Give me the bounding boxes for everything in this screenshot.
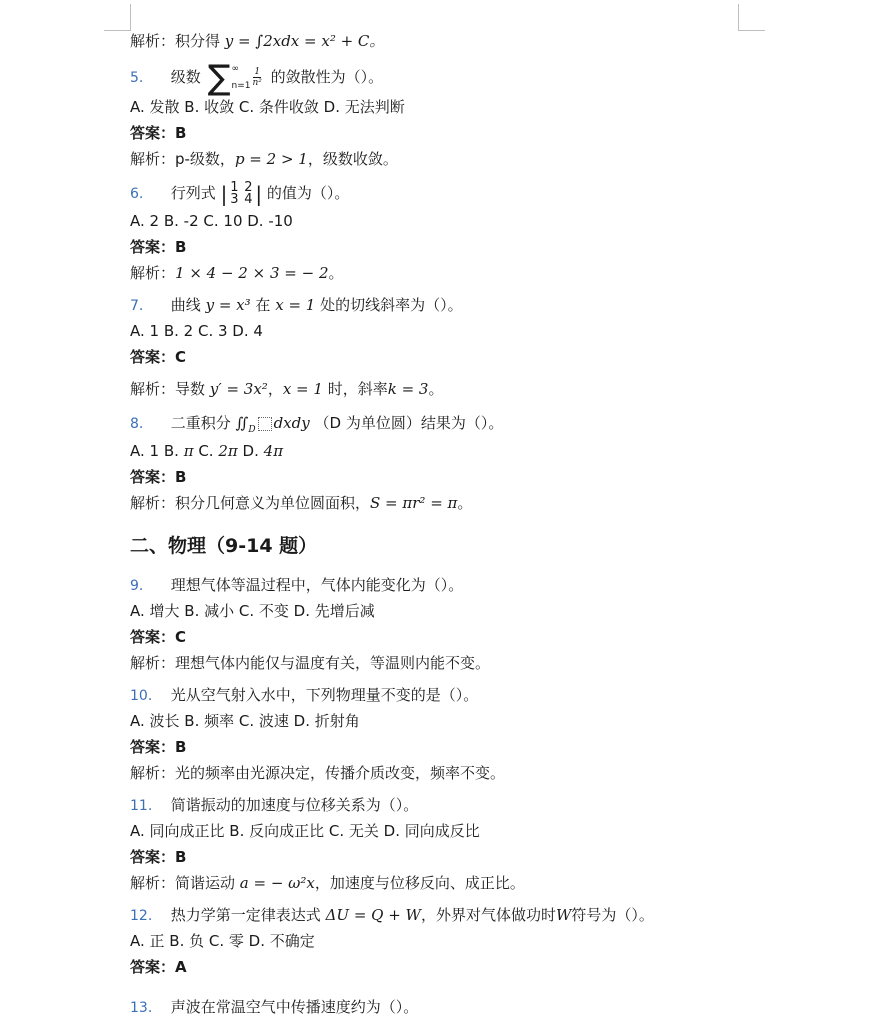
question-8-analysis: 解析：积分几何意义为单位圆面积，S = πr² = π。 [130,494,473,512]
question-9: 9. 理想气体等温过程中，气体内能变化为（）。 [130,572,810,598]
question-6-options: A. 2 B. -2 C. 10 D. -10 [130,212,293,230]
determinant-matrix: | 1 2 3 4 | [220,179,263,207]
question-8-options: A. 1 B. π C. 2π D. 4π [130,442,284,460]
question-10-options: A. 波长 B. 频率 C. 波速 D. 折射角 [130,712,360,730]
question-7-answer: 答案：C [130,348,187,366]
question-9-options: A. 增大 B. 减小 C. 不变 D. 先增后减 [130,602,375,620]
question-12-options: A. 正 B. 负 C. 零 D. 不确定 [130,932,315,950]
question-6-answer: 答案：B [130,238,187,256]
question-6: 6. 行列式 | 1 2 3 4 | 的值为（）。 [130,178,810,208]
question-7-options: A. 1 B. 2 C. 3 D. 4 [130,322,263,340]
question-number: 8. [130,416,144,432]
double-integral-formula: $∬_D$ dxdy [235,414,310,435]
question-5: 5. 级数 ∑ ∞ n=1 $\frac{1}{\text{n²}}$ 的敛散性为（）。 [130,57,384,98]
question-10: 10. 光从空气射入水中，下列物理量不变的是（）。 [130,682,810,708]
series-sum-formula: ∑ ∞ n=1 $\frac{1}{\text{n²}}$ [207,57,262,98]
question-9-analysis: 解析：理想气体内能仅与温度有关，等温则内能不变。 [130,654,491,672]
question-10-answer: 答案：B [130,738,187,756]
question-number: 5. [130,70,144,86]
missing-glyph-placeholder [258,417,272,431]
question-11-options: A. 同向成正比 B. 反向成正比 C. 无关 D. 同向成反比 [130,822,480,840]
question-5-analysis: 解析：p-级数，p = 2 > 1，级数收敛。 [130,150,398,168]
question-number: 12. [130,908,153,924]
question-11: 11. 简谐振动的加速度与位移关系为（）。 [130,792,810,818]
question-5-options: A. 发散 B. 收敛 C. 条件收敛 D. 无法判断 [130,98,405,116]
question-5-answer: 答案：B [130,124,187,142]
page-corner-mark-left [104,4,131,31]
question-10-analysis: 解析：光的频率由光源决定，传播介质改变，频率不变。 [130,764,506,782]
question-number: 6. [130,186,144,202]
question-8: 8. 二重积分 $∬_D$ dxdy （D 为单位圆）结果为（）。 [130,408,810,438]
question-7: 7. 曲线 y = x³ 在 x = 1 处的切线斜率为（）。 [130,292,810,318]
question-6-analysis: 解析：1 × 4 − 2 × 3 = − 2。 [130,264,344,282]
question-number: 13. [130,1000,153,1016]
question-9-answer: 答案：C [130,628,187,646]
question-number: 9. [130,578,144,594]
question-12-answer: 答案：A [130,958,187,976]
question-number: 11. [130,798,153,814]
page-corner-mark-right [738,4,765,31]
question-number: 7. [130,298,144,314]
question-11-answer: 答案：B [130,848,187,866]
question-13: 13. 声波在常温空气中传播速度约为（）。 [130,994,810,1020]
question-number: 10. [130,688,153,704]
section-heading: 二、物理（9-14 题） [130,535,318,557]
question-8-answer: 答案：B [130,468,187,486]
question-12: 12. 热力学第一定律表达式 ΔU = Q + W，外界对气体做功时W符号为（）。 [130,902,810,928]
question-7-analysis: 解析：导数 y′ = 3x²，x = 1 时，斜率k = 3。 [130,380,444,398]
question-11-analysis: 解析：简谐运动 a = − ω²x，加速度与位移反向、成正比。 [130,874,525,892]
analysis-line: 解析：积分得 y = ∫2xdx = x² + C。 [130,32,385,50]
document-body [130,28,810,1020]
